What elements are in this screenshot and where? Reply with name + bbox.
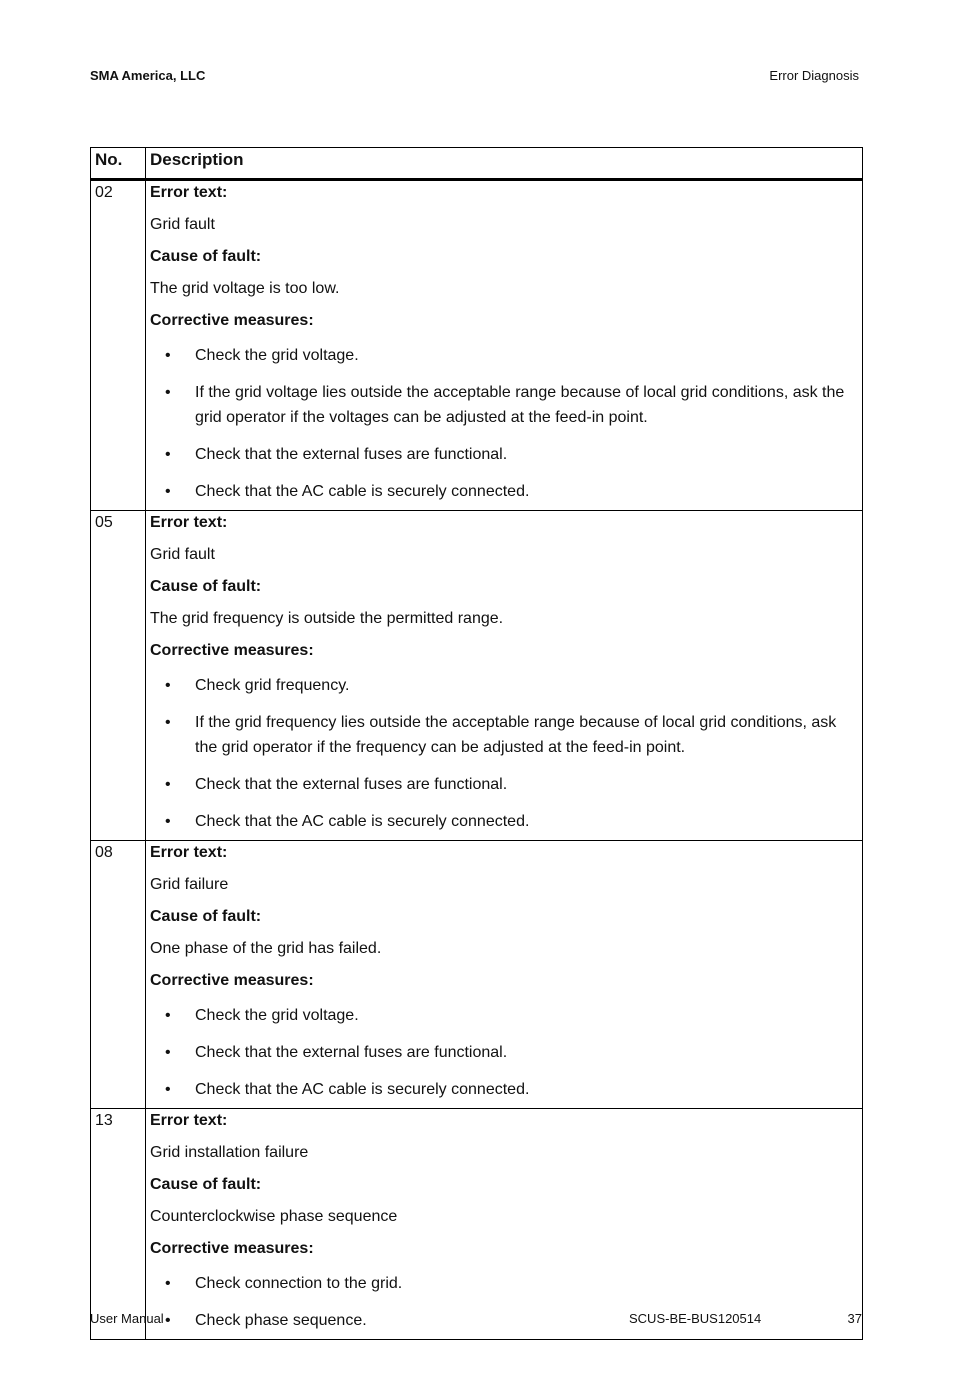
- footer-doc-type: User Manual: [90, 1311, 164, 1326]
- error-text-value: Grid failure: [150, 876, 229, 893]
- cause-value: One phase of the grid has failed.: [150, 940, 382, 957]
- table-row: [91, 841, 863, 1109]
- cause-label: Cause of fault:: [150, 248, 262, 265]
- table-row: [91, 180, 863, 511]
- page-number: 37: [847, 1311, 862, 1326]
- error-number: 02: [91, 180, 146, 511]
- measure-item: • Check that the external fuses are functional.: [150, 1034, 858, 1071]
- error-text-label: Error text:: [150, 514, 228, 531]
- header-section-title: Error Diagnosis: [769, 68, 859, 83]
- error-table: [90, 147, 863, 1340]
- error-text-value: Grid fault: [150, 546, 215, 563]
- error-description: [146, 841, 863, 1109]
- measure-item: • Check that the AC cable is securely connected.: [150, 803, 858, 840]
- measures-list: [150, 337, 858, 510]
- measure-item: • Check grid frequency.: [150, 667, 858, 704]
- measure-item: • Check that the AC cable is securely connected.: [150, 473, 858, 510]
- measure-item: • If the grid frequency lies outside the acceptable range because of local grid conditions, ask the grid operator if the frequency can be adjusted at the feed-in point.: [150, 704, 858, 766]
- measures-label: Corrective measures:: [150, 972, 314, 989]
- cause-value: Counterclockwise phase sequence: [150, 1208, 398, 1225]
- cause-label: Cause of fault:: [150, 1176, 262, 1193]
- error-description: [146, 1109, 863, 1340]
- column-header-no: No.: [91, 148, 146, 180]
- error-number: 13: [91, 1109, 146, 1340]
- error-description: [146, 511, 863, 841]
- measure-item: • Check the grid voltage.: [150, 997, 858, 1034]
- measure-item: • Check that the external fuses are functional.: [150, 766, 858, 803]
- cause-label: Cause of fault:: [150, 578, 262, 595]
- measures-label: Corrective measures:: [150, 312, 314, 329]
- error-text-value: Grid fault: [150, 216, 215, 233]
- measure-item: • Check that the AC cable is securely connected.: [150, 1071, 858, 1108]
- cause-value: The grid frequency is outside the permitted range.: [150, 610, 504, 627]
- error-text-label: Error text:: [150, 844, 228, 861]
- header-company: SMA America, LLC: [90, 68, 206, 83]
- error-number: 08: [91, 841, 146, 1109]
- measures-label: Corrective measures:: [150, 1240, 314, 1257]
- measures-list: [150, 667, 858, 840]
- measures-list: [150, 997, 858, 1108]
- table-row: [91, 1109, 863, 1340]
- error-text-label: Error text:: [150, 1112, 228, 1129]
- column-header-description: Description: [146, 148, 863, 180]
- error-text-value: Grid installation failure: [150, 1144, 309, 1161]
- measures-label: Corrective measures:: [150, 642, 314, 659]
- measure-item: • Check phase sequence.: [150, 1302, 858, 1339]
- cause-label: Cause of fault:: [150, 908, 262, 925]
- table-row: [91, 511, 863, 841]
- error-description: [146, 180, 863, 511]
- measure-item: • Check the grid voltage.: [150, 337, 858, 374]
- measure-item: • If the grid voltage lies outside the acceptable range because of local grid conditions, ask the grid operator if the voltages can be adjusted at the feed-in point.: [150, 374, 858, 436]
- measure-item: • Check that the external fuses are functional.: [150, 436, 858, 473]
- error-number: 05: [91, 511, 146, 841]
- measure-item: • Check connection to the grid.: [150, 1265, 858, 1302]
- table-header-row: [91, 148, 863, 180]
- footer-doc-code: SCUS-BE-BUS120514: [629, 1311, 762, 1326]
- error-text-label: Error text:: [150, 184, 228, 201]
- cause-value: The grid voltage is too low.: [150, 280, 340, 297]
- measures-list: [150, 1265, 858, 1339]
